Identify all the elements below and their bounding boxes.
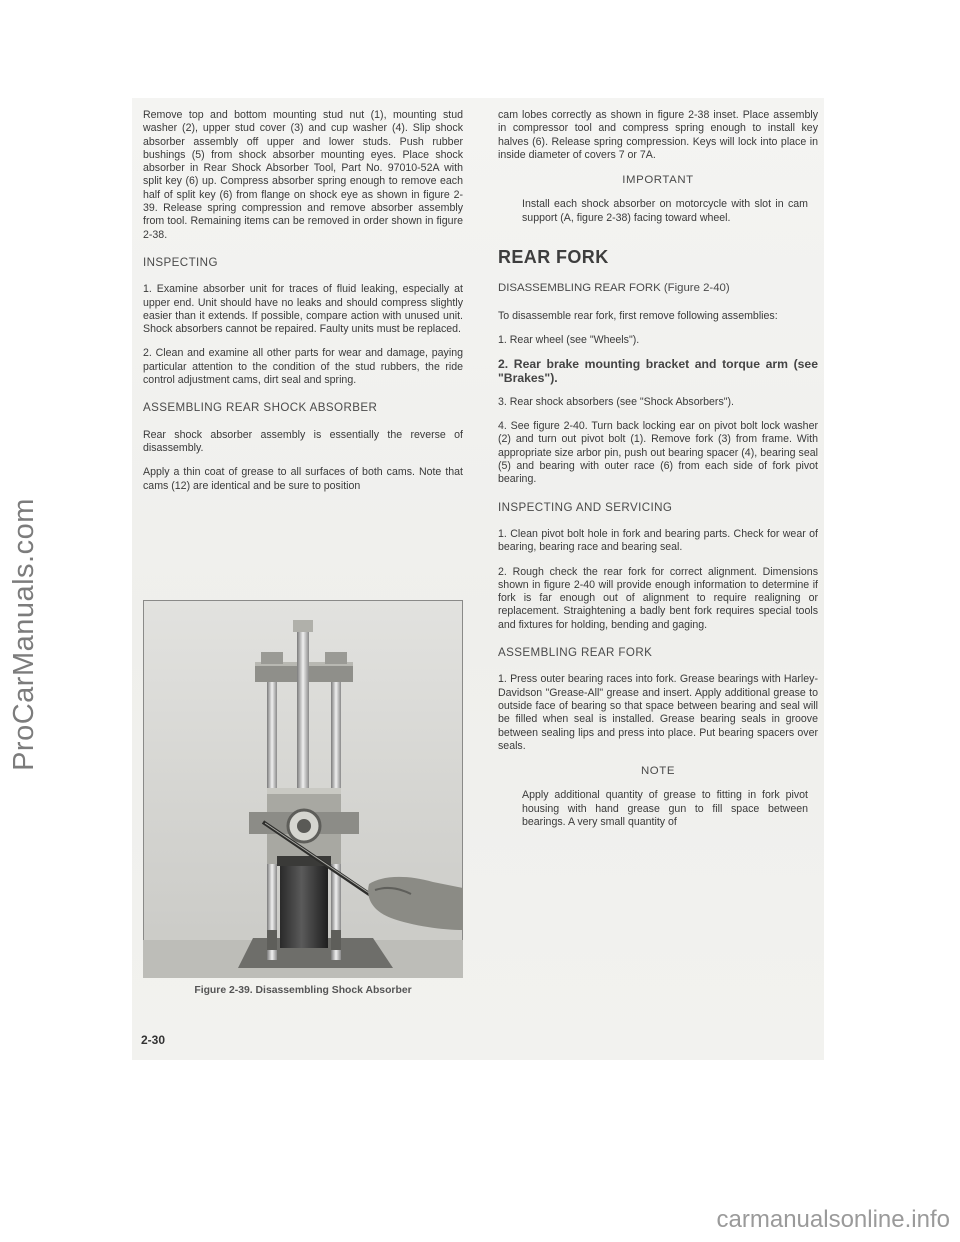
inspecting-step-1: 1. Examine absorber unit for traces of fluid leaking, especially at upper end. Unit should have no leaks and should compress slightly easier than it extends. If possible, compare action with unused unit. Shock absorbers cannot be repaired. Faulty units must be replaced. [143, 283, 463, 336]
right-intro-paragraph: cam lobes correctly as shown in figure 2-38 inset. Place assembly in compressor tool and compress spring enough to install key halves (6). Release spring compression. Keys will lock into place in inside diameter of covers 7 or 7A. [498, 109, 818, 161]
right-column [498, 109, 818, 840]
disassembly-item-3: 3. Rear shock absorbers (see "Shock Absorbers"). [498, 395, 734, 408]
disassembling-fork-heading: DISASSEMBLING REAR FORK (Figure 2-40) [498, 282, 730, 295]
inspecting-heading: INSPECTING [143, 255, 218, 269]
inspecting-servicing-heading: INSPECTING AND SERVICING [498, 500, 673, 514]
page-number: 2-30 [141, 1033, 166, 1047]
assembling-shock-paragraph-1: Rear shock absorber assembly is essentially the reverse of disassembly. [143, 428, 463, 454]
important-text: Install each shock absorber on motorcycle with slot in cam support (A, figure 2-38) facing toward wheel. [522, 198, 808, 224]
note-title: NOTE [640, 765, 676, 778]
fork-inspecting-step-2: 2. Rough check the rear fork for correct alignment. Dimensions shown in figure 2-40 will provide enough information to determine if fork is far enough out of alignment to require realigning or replacement. Straightening a badly bent fork requires special tools and fixtures for holding, bending and gaging. [498, 565, 818, 631]
assembling-fork-heading: ASSEMBLING REAR FORK [498, 646, 653, 660]
left-column [143, 109, 463, 504]
fork-inspecting-step-1: 1. Clean pivot bolt hole in fork and bearing parts. Check for wear of bearing, bearing race and bearing seal. [498, 527, 818, 554]
section-title-rear-fork: REAR FORK [498, 247, 609, 268]
side-watermark: ProCarManuals.com [7, 497, 40, 771]
note-text: Apply additional quantity of grease to fitting in fork pivot housing with hand grease gun to fill space between bearings. A very small quantity of [522, 789, 808, 828]
bottom-watermark: carmanualsonline.info [716, 1206, 950, 1233]
figure-photo-shock-absorber-tool [143, 600, 463, 978]
assembling-shock-paragraph-2: Apply a thin coat of grease to all surfaces of both cams. Note that cams (12) are identical and be sure to position [143, 466, 463, 492]
figure-caption: Figure 2-39. Disassembling Shock Absorber [194, 985, 412, 996]
assembling-shock-heading: ASSEMBLING REAR SHOCK ABSORBER [143, 401, 378, 415]
disassembly-item-4: 4. See figure 2-40. Turn back locking ear on pivot bolt lock washer (2) and turn out pivot bolt (1). Remove fork (3) from frame. With appropriate size arbor pin, push out bearing spacer (4), bearing seal (5) and bearing with outer race (6) from each side of fork pivot bearing. [498, 420, 818, 486]
disassembly-item-1: 1. Rear wheel (see "Wheels"). [498, 333, 640, 346]
fork-assembling-step-1: 1. Press outer bearing races into fork. Grease bearings with Harley-Davidson "Grease-All" grease and insert. Apply additional grease to outside face of bearing so that space between bearing and seal will be filled when seal is installed. Grease bearing seals in groove between sealing lips and press into place. Put bearing spacers over seals. [498, 673, 818, 752]
left-intro-paragraph: Remove top and bottom mounting stud nut (1), mounting stud washer (2), upper stud cover (3) and cup washer (4). Slip shock absorber assembly off upper and lower studs. Push rubber bushings (5) from shock absorber mounting eyes. Place shock absorber in Rear Shock Absorber Tool, Part No. 97010-52A with split key (6) up. Compress absorber spring enough to remove each half of split key (6) from flange on shock eye as shown in figure 2-39. Release spring compression and remove absorber assembly from tool. Remaining items can be removed in order shown in figure 2-38. [143, 109, 463, 241]
important-title: IMPORTANT [622, 174, 694, 187]
disassembly-item-2: 2. Rear brake mounting bracket and torque arm (see "Brakes"). [498, 357, 818, 385]
disassembling-intro: To disassemble rear fork, first remove following assemblies: [498, 309, 778, 322]
inspecting-step-2: 2. Clean and examine all other parts for wear and damage, paying particular attention to the condition of the stud rubbers, the ride control adjustment cams, dirt seal and spring. [143, 347, 463, 387]
